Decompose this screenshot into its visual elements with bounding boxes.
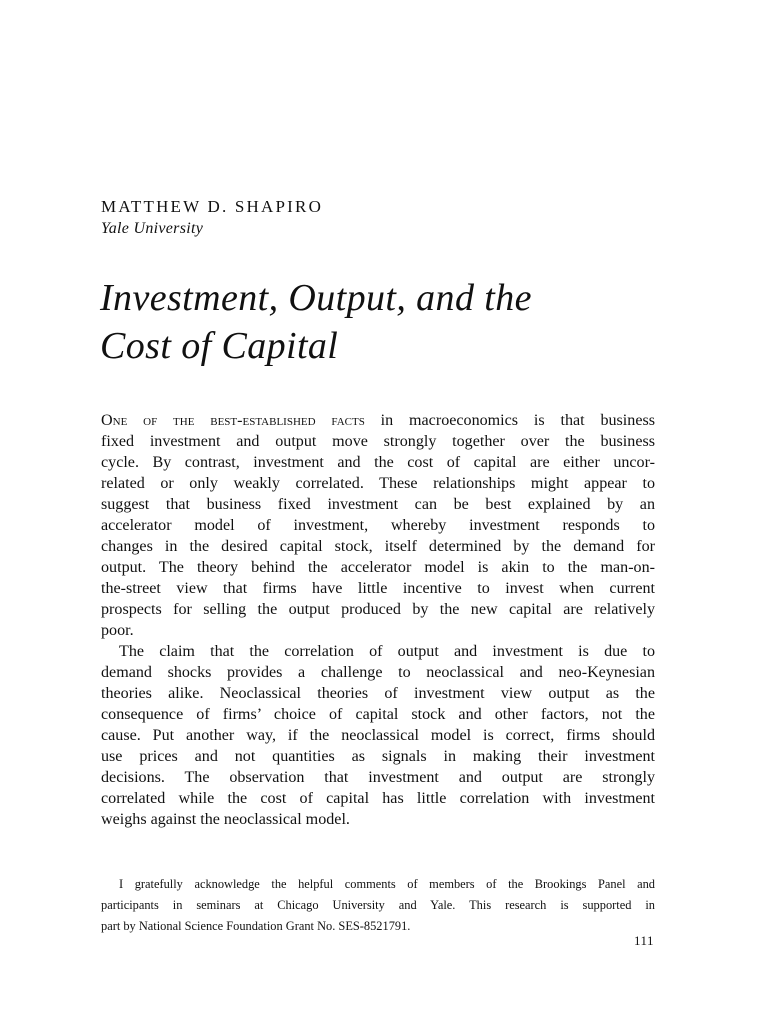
body-line: The claim that the correlation of output and investment is due to (119, 643, 655, 660)
body-line: related or only weakly correlated. These relationships might appear to (101, 475, 655, 492)
acknowledgment-footnote (101, 875, 655, 938)
footnote-line: I gratefully acknowledge the helpful comments of members of the Brookings Panel and (119, 877, 655, 891)
body-line: fixed investment and output move strongly together over the business (101, 433, 655, 450)
body-line: output. The theory behind the accelerator model is akin to the man-on- (101, 559, 655, 576)
body-line: accelerator model of investment, whereby investment responds to (101, 517, 655, 534)
body-line: cause. Put another way, if the neoclassical model is correct, firms should (101, 727, 655, 744)
author-affiliation: Yale University (101, 220, 204, 237)
article-title (100, 274, 720, 370)
body-line: decisions. The observation that investment and output are strongly (101, 769, 655, 786)
body-line: the-street view that firms have little incentive to invest when current (101, 580, 655, 597)
body-line: demand shocks provides a challenge to neoclassical and neo-Keynesian (101, 664, 655, 681)
article-body (101, 410, 655, 830)
body-line: use prices and not quantities as signals in making their investment (101, 748, 655, 765)
footnote-line: part by National Science Foundation Grant No. SES-8521791. (101, 919, 411, 933)
title-line: Cost of Capital (100, 325, 339, 367)
body-line: poor. (101, 622, 134, 639)
body-line: cycle. By contrast, investment and the cost of capital are either uncor- (101, 454, 655, 471)
body-line: theories alike. Neoclassical theories of investment view output as the (101, 685, 655, 702)
footnote-line: participants in seminars at Chicago University and Yale. This research is supported in (101, 898, 655, 912)
body-line: weighs against the neoclassical model. (101, 811, 350, 828)
body-line: suggest that business fixed investment can be best explained by an (101, 496, 655, 513)
opening-rest: in macroeconomics is that business (364, 412, 655, 429)
title-line: Investment, Output, and the (100, 277, 532, 319)
page-number: 111 (633, 933, 654, 948)
author-name: MATTHEW D. SHAPIRO (101, 197, 324, 216)
opening-small-caps: One of the best-established facts (101, 412, 365, 429)
body-line: consequence of firms’ choice of capital stock and other factors, not the (101, 706, 655, 723)
body-line-opening (101, 410, 655, 431)
body-line: changes in the desired capital stock, itself determined by the demand for (101, 538, 655, 555)
body-line: correlated while the cost of capital has little correlation with investment (101, 790, 655, 807)
body-line: prospects for selling the output produced by the new capital are relatively (101, 601, 655, 618)
